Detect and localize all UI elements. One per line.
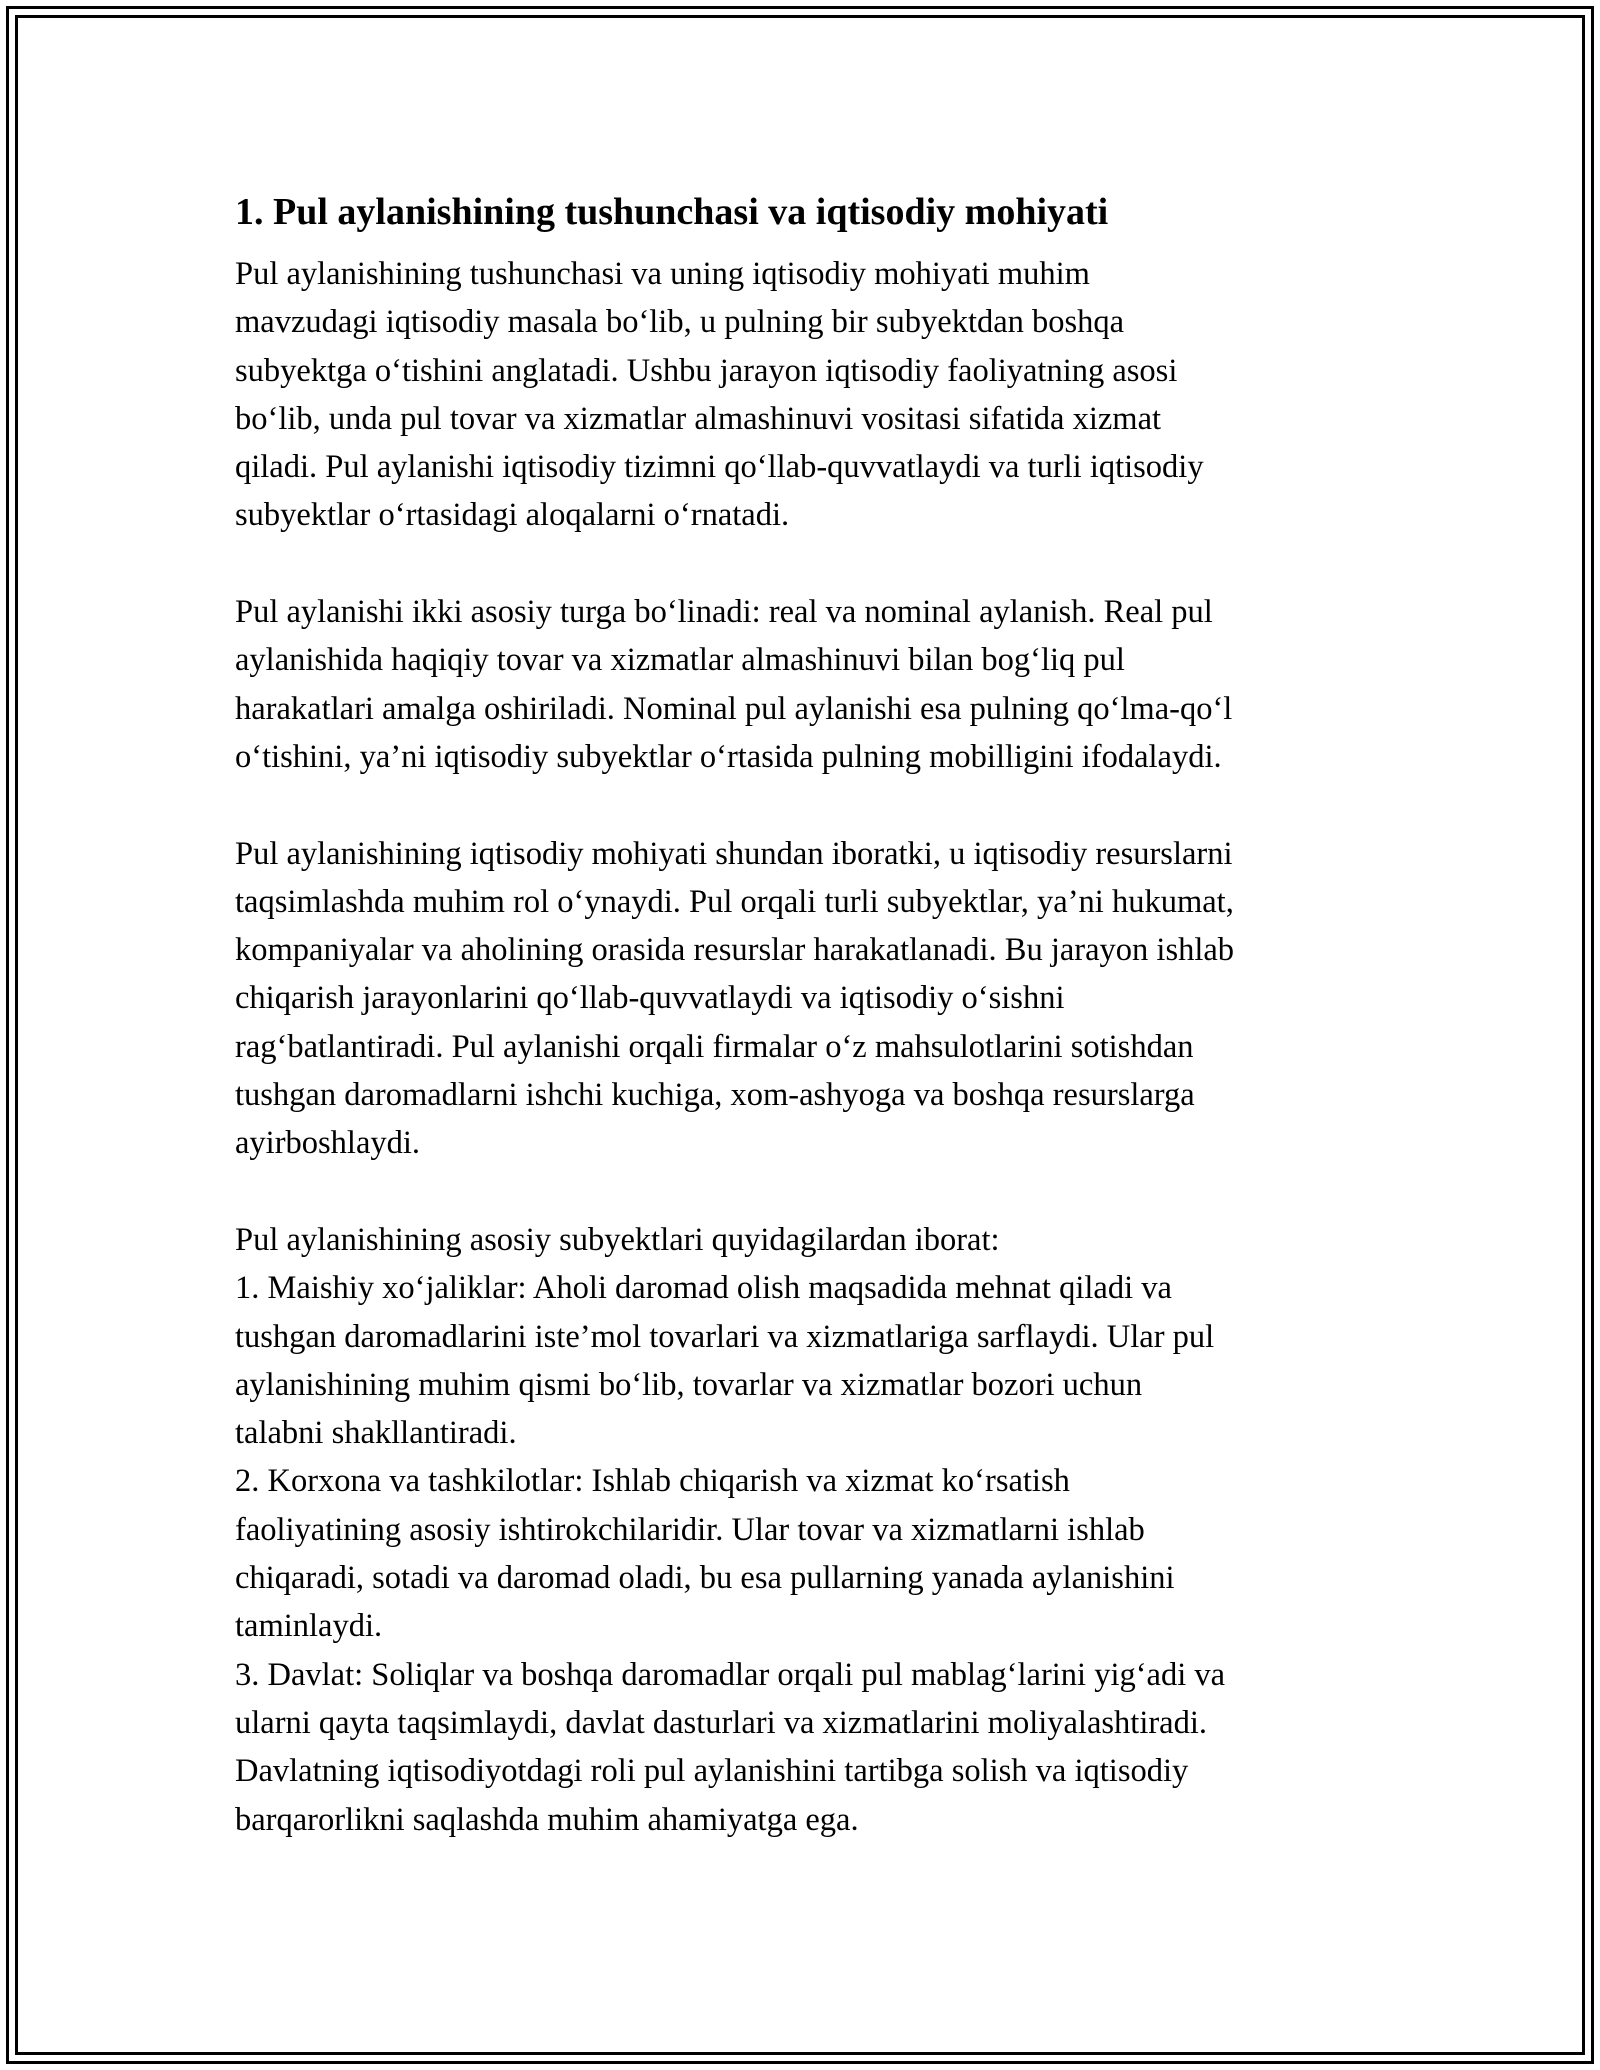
list-item-state: 3. Davlat: Soliqlar va boshqa daromadlar orqali pul mablag‘larini yig‘adi va	[235, 1656, 1226, 1693]
text-line: Davlatning iqtisodiyotdagi roli pul aylanishini tartibga solish va iqtisodiy	[235, 1753, 1189, 1790]
text-line: subyektga o‘tishini anglatadi. Ushbu jarayon iqtisodiy faoliyatning asosi	[235, 352, 1178, 389]
text-line: harakatlari amalga oshiriladi. Nominal pul aylanishi esa pulning qo‘lma-qo‘l	[235, 690, 1233, 727]
document-body	[235, 182, 1370, 1844]
text-line: taqsimlashda muhim rol o‘ynaydi. Pul orqali turli subyektlar, ya’ni hukumat,	[235, 883, 1234, 920]
text-line: aylanishida haqiqiy tovar va xizmatlar almashinuvi bilan bog‘liq pul	[235, 642, 1125, 679]
text-line: ularni qayta taqsimlaydi, davlat dasturlari va xizmatlarini moliyalashtiradi.	[235, 1704, 1208, 1741]
text-line: mavzudagi iqtisodiy masala bo‘lib, u pulning bir subyektdan boshqa	[235, 304, 1125, 341]
paragraph-types	[235, 588, 1370, 781]
text-line: Pul aylanishining tushunchasi va uning iqtisodiy mohiyati muhim	[235, 256, 1090, 292]
text-line: subyektlar o‘rtasidagi aloqalarni o‘rnatadi.	[235, 497, 790, 534]
text-line: tushgan daromadlarni ishchi kuchiga, xom-ashyoga va boshqa resurslarga	[235, 1077, 1195, 1114]
text-line: qiladi. Pul aylanishi iqtisodiy tizimni qo‘llab-quvvatlaydi va turli iqtisodiy	[235, 449, 1204, 486]
text-line: chiqarish jarayonlarini qo‘llab-quvvatlaydi va iqtisodiy o‘sishni	[235, 980, 1065, 1017]
paragraph-essence	[235, 830, 1370, 1168]
text-line: aylanishining muhim qismi bo‘lib, tovarlar va xizmatlar bozori uchun	[235, 1366, 1143, 1403]
text-line: Pul aylanishining iqtisodiy mohiyati shundan iboratki, u iqtisodiy resurslarni	[235, 835, 1233, 872]
paragraph-spacer	[235, 540, 1370, 588]
paragraph-definition	[235, 250, 1370, 540]
text-line: talabni shakllantiradi.	[235, 1415, 517, 1452]
text-line: ayirboshlaydi.	[235, 1125, 421, 1162]
text-line: taminlaydi.	[235, 1608, 383, 1645]
paragraph-spacer	[235, 781, 1370, 829]
paragraph-subjects	[235, 1216, 1370, 1844]
text-line: kompaniyalar va aholining orasida resurslar harakatlanadi. Bu jarayon ishlab	[235, 932, 1235, 969]
text-line: tushgan daromadlarini iste’mol tovarlari va xizmatlariga sarflaydi. Ular pul	[235, 1318, 1215, 1355]
text-line: rag‘batlantiradi. Pul aylanishi orqali firmalar o‘z mahsulotlarini sotishdan	[235, 1028, 1194, 1065]
text-line: chiqaradi, sotadi va daromad oladi, bu esa pullarning yanada aylanishini	[235, 1560, 1175, 1597]
text-line: barqarorlikni saqlashda muhim ahamiyatga ega.	[235, 1801, 859, 1838]
text-line: faoliyatining asosiy ishtirokchilaridir. Ular tovar va xizmatlarni ishlab	[235, 1511, 1145, 1548]
text-line: bo‘lib, unda pul tovar va xizmatlar almashinuvi vositasi sifatida xizmat	[235, 400, 1162, 437]
list-item-households: 1. Maishiy xo‘jaliklar: Aholi daromad olish maqsadida mehnat qiladi va	[235, 1270, 1172, 1307]
paragraph-spacer	[235, 1168, 1370, 1216]
section-heading: 1. Pul aylanishining tushunchasi va iqtisodiy mohiyati	[235, 191, 1109, 233]
text-line: Pul aylanishi ikki asosiy turga bo‘linadi: real va nominal aylanish. Real pul	[235, 594, 1213, 631]
list-item-enterprises: 2. Korxona va tashkilotlar: Ishlab chiqarish va xizmat ko‘rsatish	[235, 1463, 1070, 1500]
text-line: o‘tishini, ya’ni iqtisodiy subyektlar o‘rtasida pulning mobilligini ifodalaydi.	[235, 738, 1222, 775]
text-line: Pul aylanishining asosiy subyektlari quyidagilardan iborat:	[235, 1221, 1000, 1258]
